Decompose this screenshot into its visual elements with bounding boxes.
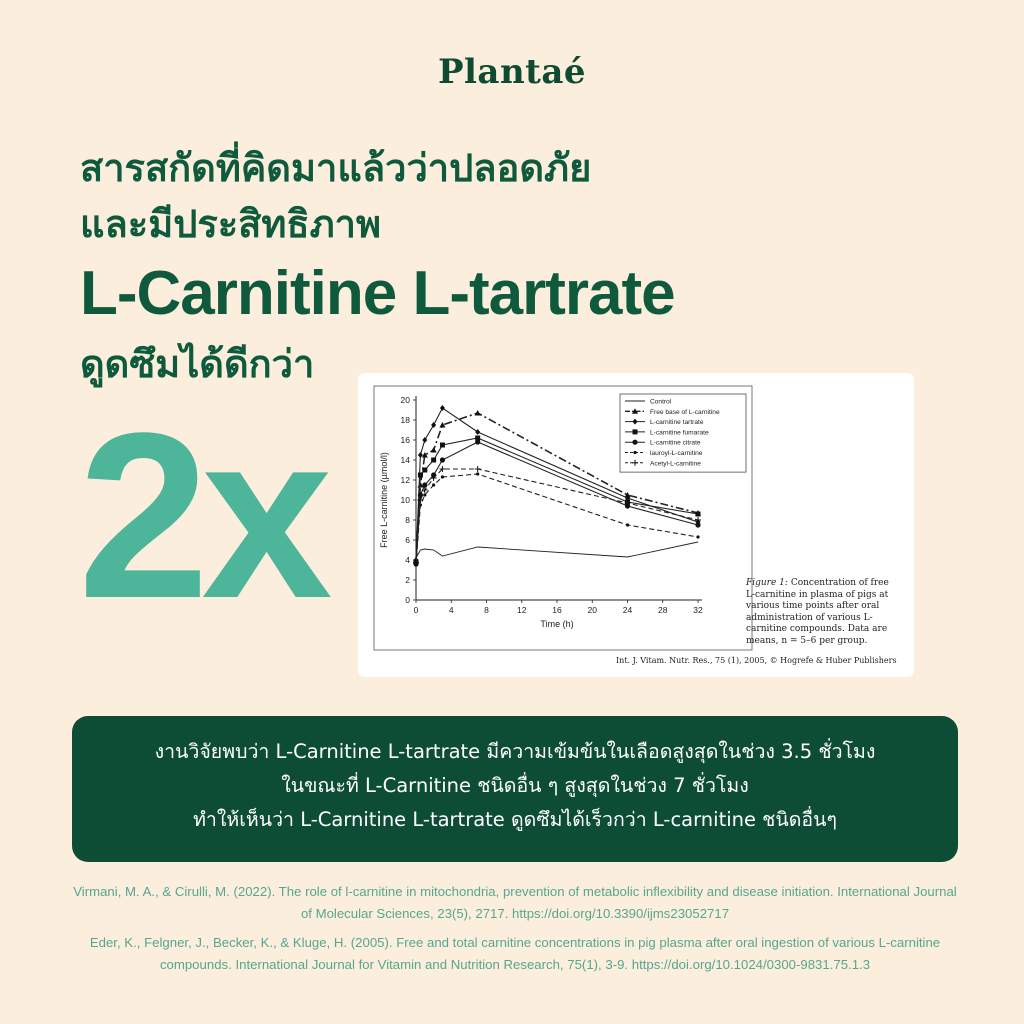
data-point (432, 483, 435, 486)
legend-label: L-carnitine tartrate (650, 419, 704, 427)
data-point (422, 482, 427, 487)
y-tick-label: 10 (400, 495, 410, 505)
headline-line-4: ดูดซึมได้ดีกว่า (80, 342, 315, 386)
series-line (416, 469, 698, 563)
headline-line-2: และมีประสิทธิภาพ (80, 202, 382, 246)
product-name: L-Carnitine L-tartrate (80, 259, 675, 328)
data-point (475, 410, 481, 416)
summary-line-3: ทำให้เห็นว่า L-Carnitine L-tartrate ดูดซึมได้เร็วกว่า L-carnitine ชนิดอื่นๆ (193, 808, 837, 831)
summary-line-1: งานวิจัยพบว่า L-Carnitine L-tartrate มีความเข้มข้นในเลือดสูงสุดในช่วง 3.5 ชั่วโมง (154, 740, 876, 763)
y-tick-label: 0 (405, 595, 410, 605)
reference-2: Eder, K., Felgner, J., Becker, K., & Kluge, H. (2005). Free and total carnitine concentrations in pig plasma after oral ingestion of various L-carnitine compounds. International Journal for Vitamin and Nutrition Research, 75(1), 3-9. https://doi.org/10.1024/0300-9831.75.1.3 (89, 935, 941, 972)
data-point (431, 458, 436, 463)
x-tick-label: 4 (448, 605, 454, 615)
legend-label: lauroyl-L-carnitine (650, 450, 703, 457)
legend-label: L-carnitine fumarate (650, 429, 709, 437)
data-point (422, 452, 428, 458)
multiplier-2x: 2x (78, 384, 325, 648)
data-point (626, 523, 629, 526)
figure-caption-label: Figure 1: (746, 578, 788, 588)
summary-panel (72, 716, 958, 862)
data-point (696, 512, 701, 517)
chart-card (358, 373, 914, 677)
data-point (696, 535, 699, 538)
data-point (695, 522, 700, 527)
y-tick-label: 20 (400, 395, 410, 405)
data-point (476, 472, 479, 475)
data-point (632, 440, 637, 445)
legend-label: Control (650, 398, 672, 406)
data-point (418, 473, 423, 478)
figure-caption (746, 578, 896, 647)
data-point (441, 475, 444, 478)
y-tick-label: 6 (405, 535, 410, 545)
data-point (475, 439, 480, 444)
x-tick-label: 32 (693, 605, 703, 615)
data-point (422, 468, 427, 473)
legend-label: Acetyl-L-carnitine (650, 460, 701, 468)
x-tick-label: 28 (658, 605, 668, 615)
summary-line-2: ในขณะที่ L-Carnitine ชนิดอื่น ๆ สูงสุดในช่วง 7 ชั่วโมง (281, 774, 749, 797)
legend-label: Free base of L-carnitine (650, 408, 720, 416)
reference-1: Virmani, M. A., & Cirulli, M. (2022). The role of l-carnitine in mitochondria, prevention of metabolic inflexibility and disease initiation. International Journal of Molecular Sciences, 23(5), 2717. https://doi.org/10.3390/ijms23052717 (73, 884, 957, 921)
data-point (440, 405, 445, 411)
x-tick-label: 0 (413, 605, 419, 615)
brand-logo: Plantaé (437, 52, 587, 92)
y-tick-label: 16 (400, 435, 410, 445)
x-tick-label: 20 (587, 605, 597, 615)
y-tick-label: 2 (405, 575, 410, 585)
y-tick-label: 18 (400, 415, 410, 425)
x-tick-label: 16 (552, 605, 562, 615)
data-point (475, 429, 480, 435)
y-tick-label: 4 (405, 555, 410, 565)
data-point (633, 429, 638, 434)
x-axis-label: Time (h) (540, 619, 574, 629)
y-tick-label: 14 (400, 455, 410, 465)
y-tick-label: 12 (400, 475, 410, 485)
x-tick-label: 24 (622, 605, 633, 615)
data-point (431, 447, 437, 453)
y-tick-label: 8 (405, 515, 410, 525)
x-tick-label: 8 (484, 605, 489, 615)
legend-label: L-carnitine citrate (650, 439, 701, 447)
x-tick-label: 12 (517, 605, 527, 615)
series-line (416, 542, 698, 558)
data-point (423, 493, 426, 496)
y-axis-label: Free L-carnitine (µmol/l) (379, 452, 389, 548)
data-point (440, 443, 445, 448)
data-point (633, 451, 636, 454)
data-point (440, 457, 445, 462)
headline-line-1: สารสกัดที่คิดมาแล้วว่าปลอดภัย (80, 146, 592, 190)
figure-credit: Int. J. Vitam. Nutr. Res., 75 (1), 2005, © Hogrefe & Huber Publishers (616, 656, 897, 665)
figure-caption-text: Concentration of free L-carnitine in plasma of pigs at various time points after oral administration of various L-carnitine compounds. Data are means, n = 5–6 per group. (746, 578, 889, 646)
